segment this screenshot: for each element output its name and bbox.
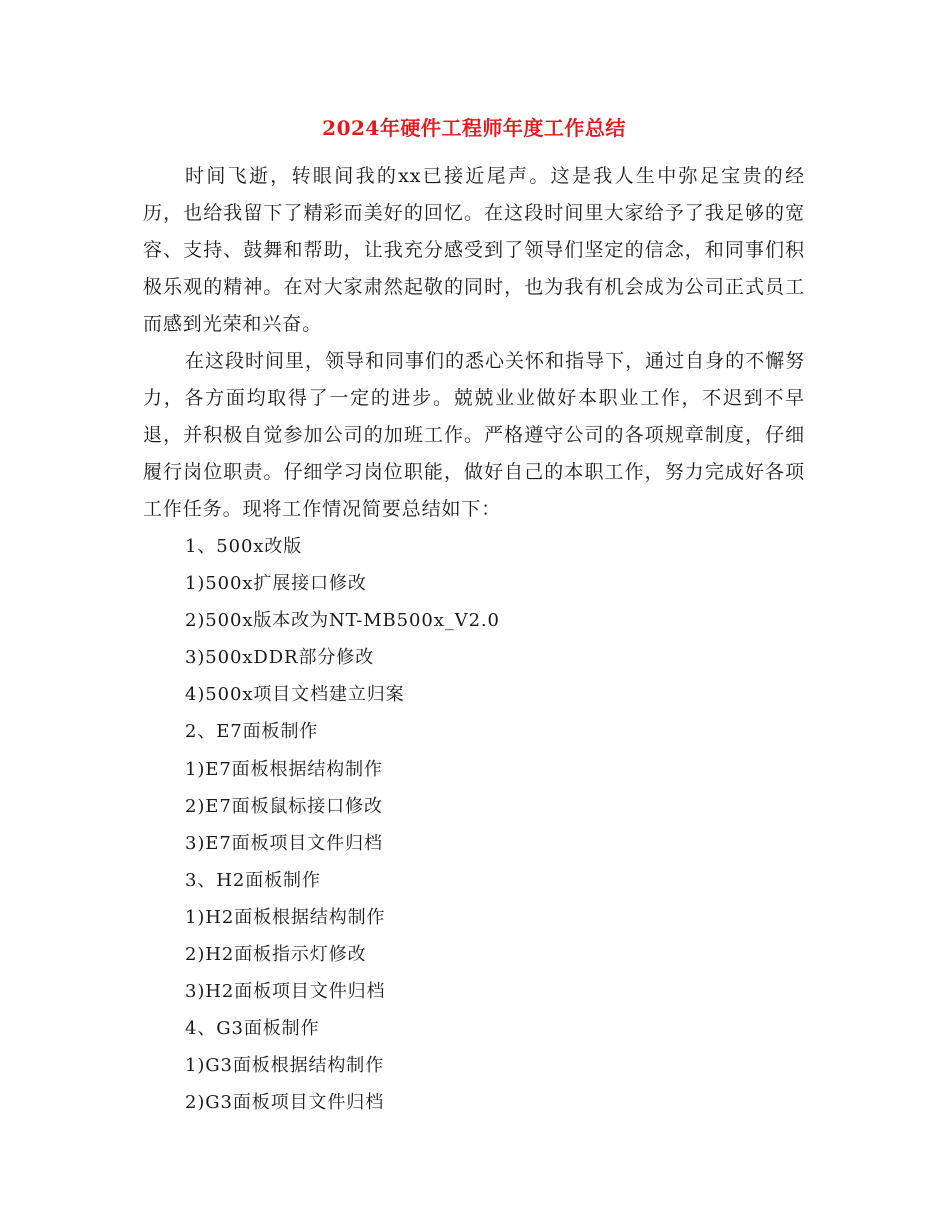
list-item: 1)G3面板根据结构制作 xyxy=(185,1055,385,1077)
list-item: 2)E7面板鼠标接口修改 xyxy=(185,795,383,817)
list-item: 3)500xDDR部分修改 xyxy=(185,647,375,669)
work-item-list xyxy=(143,528,805,1122)
summary-paragraph: 在这段时间里，领导和同事们的悉心关怀和指导下，通过自身的不懈努力，各方面均取得了一定的进步。兢兢业业做好本职业工作，不迟到不早退，并积极自觉参加公司的加班工作。严格遵守公司的各项规章制度，仔细履行岗位职责。仔细学习岗位职能，做好自己的本职工作，努力完成好各项工作任务。现将工作情况简要总结如下： xyxy=(143,350,805,520)
list-item: 1、500x改版 xyxy=(185,536,303,557)
list-item: 3、H2面板制作 xyxy=(185,869,321,891)
intro-paragraph: 时间飞逝，转眼间我的xx已接近尾声。这是我人生中弥足宝贵的经历，也给我留下了精彩而美好的回忆。在这段时间里大家给予了我足够的宽容、支持、鼓舞和帮助，让我充分感受到了领导们坚定的信念，和同事们积极乐观的精神。在对大家肃然起敬的同时，也为我有机会成为公司正式员工而感到光荣和兴奋。 xyxy=(143,165,805,335)
list-item: 2)H2面板指示灯修改 xyxy=(185,944,367,966)
list-item: 3)H2面板项目文件归档 xyxy=(185,981,386,1003)
list-item: 4)500x项目文档建立归案 xyxy=(185,684,405,706)
list-item: 2)500x版本改为NT-MB500x_V2.0 xyxy=(185,610,500,632)
list-item: 4、G3面板制作 xyxy=(185,1018,320,1040)
list-item: 1)500x扩展接口修改 xyxy=(185,573,367,595)
list-item: 2、E7面板制作 xyxy=(185,721,319,743)
list-item: 2)G3面板项目文件归档 xyxy=(185,1092,385,1114)
list-item: 1)H2面板根据结构制作 xyxy=(185,906,386,928)
document-title: 2024年硬件工程师年度工作总结 xyxy=(322,116,626,140)
document-body xyxy=(143,112,805,1122)
list-item: 3)E7面板项目文件归档 xyxy=(185,832,383,854)
list-item: 1)E7面板根据结构制作 xyxy=(185,758,383,780)
